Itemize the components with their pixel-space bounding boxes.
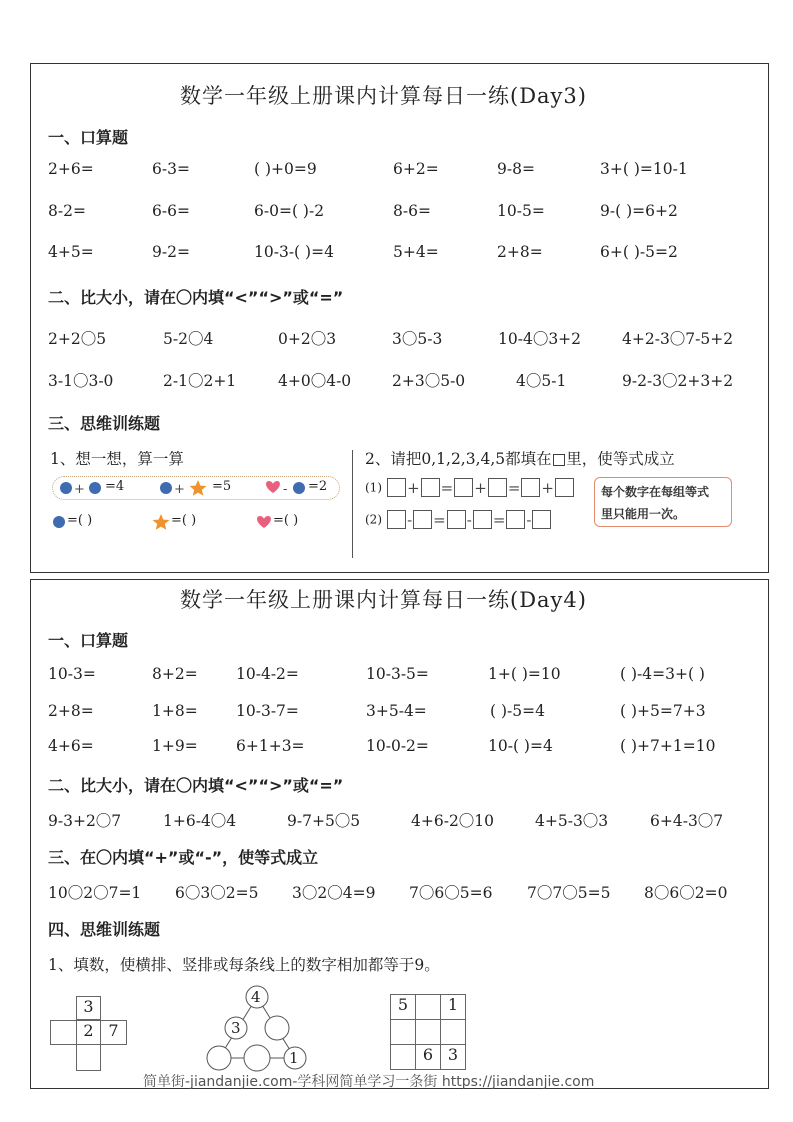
hint-note <box>594 477 732 527</box>
pink-heart-icon <box>257 516 271 528</box>
blank-box[interactable] <box>387 478 406 497</box>
think2-label: 2、请把0,1,2,3,4,5都填在□里，使等式成立 <box>365 450 675 468</box>
blue-circle-icon <box>89 482 101 494</box>
oral-item: 1+8= <box>152 702 198 720</box>
orange-star-icon <box>190 480 207 496</box>
compare-item: 2+3〇5-0 <box>392 372 466 390</box>
triangle-label-mid-left: 3 <box>231 1019 241 1037</box>
oral-item: ( )+5=7+3 <box>620 702 706 720</box>
compare-item: 5-2〇4 <box>163 330 214 348</box>
oral-item: 8-2= <box>48 202 86 220</box>
equation-row-2: (2) - = - = - <box>365 509 551 529</box>
grid-cell[interactable]: 6 <box>415 1044 441 1070</box>
day4-section-compare: 二、比大小，请在〇内填“<”“>”或“=” <box>48 776 344 795</box>
compare-item: 10-4〇3+2 <box>498 330 582 348</box>
blank-box[interactable] <box>532 510 551 529</box>
compare-item: 1+6-4〇4 <box>163 812 237 830</box>
compare-item: 9-7+5〇5 <box>287 812 361 830</box>
oral-item: 6-3= <box>152 160 190 178</box>
grid-cell[interactable] <box>390 1019 416 1045</box>
think1-label: 1、想一想，算一算 <box>50 450 184 468</box>
blank-box[interactable] <box>454 478 473 497</box>
day3-section-oral: 一、口算题 <box>48 128 129 147</box>
grid-cell[interactable] <box>440 1019 466 1045</box>
eq-result-1: =4 <box>105 479 125 494</box>
compare-item: 6+4-3〇7 <box>650 812 724 830</box>
oral-item: 9-2= <box>152 243 190 261</box>
oral-item: 6+( )-5=2 <box>600 243 678 261</box>
oral-item: 10-5= <box>497 202 545 220</box>
oral-item: 1+( )=10 <box>488 665 561 683</box>
fill-item: 6〇3〇2=5 <box>175 884 259 902</box>
fill-item: 8〇6〇2=0 <box>644 884 728 902</box>
triangle-label-bottom-right: 1 <box>289 1049 299 1067</box>
oral-item: 10-4-2= <box>236 665 299 683</box>
compare-item: 4+5-3〇3 <box>535 812 609 830</box>
oral-item: ( )+7+1=10 <box>620 737 716 755</box>
think1-shapes <box>52 476 352 531</box>
blank-box[interactable] <box>447 510 466 529</box>
compare-item: 4+6-2〇10 <box>411 812 495 830</box>
blue-circle-icon <box>160 482 172 494</box>
compare-item: 9-3+2〇7 <box>48 812 122 830</box>
answer-blank-circle[interactable]: =( ) <box>67 513 93 528</box>
oral-item: 10-3-7= <box>236 702 299 720</box>
triangle-node-bottom-mid[interactable] <box>244 1045 270 1071</box>
oral-item: 8+2= <box>152 665 198 683</box>
fill-item: 10〇2〇7=1 <box>48 884 142 902</box>
oral-item: 10-3-( )=4 <box>254 243 334 261</box>
compare-item: 2+2〇5 <box>48 330 107 348</box>
cross-cell-center[interactable]: 2 <box>76 1020 101 1045</box>
day4-section-thinking: 四、思维训练题 <box>48 920 161 939</box>
oral-item: 5+4= <box>393 243 439 261</box>
compare-item: 9-2-3〇2+3+2 <box>622 372 734 390</box>
hint-line-2: 里只能用一次。 <box>601 507 686 521</box>
answer-blank-heart[interactable]: =( ) <box>273 513 299 528</box>
oral-item: 10-3-5= <box>366 665 429 683</box>
puzzle-instruction: 1、填数，使横排、竖排或每条线上的数字相加都等于9。 <box>48 956 440 974</box>
day4-title: 数学一年级上册课内计算每日一练(Day4) <box>180 588 587 612</box>
blue-circle-icon <box>293 482 305 494</box>
oral-item: 2+6= <box>48 160 94 178</box>
grid-cell[interactable] <box>390 1044 416 1070</box>
blue-circle-icon <box>53 516 65 528</box>
oral-item: 6-6= <box>152 202 190 220</box>
oral-item: 6-0=( )-2 <box>254 202 325 220</box>
compare-item: 4+2-3〇7-5+2 <box>622 330 734 348</box>
fill-item: 7〇7〇5=5 <box>527 884 611 902</box>
oral-item: 9-8= <box>497 160 535 178</box>
compare-item: 0+2〇3 <box>278 330 337 348</box>
cross-cell-top[interactable]: 3 <box>76 996 101 1020</box>
blue-circle-icon <box>60 482 72 494</box>
cross-cell-right[interactable]: 7 <box>100 1020 127 1045</box>
grid-cell[interactable]: 5 <box>390 994 416 1020</box>
day3-title: 数学一年级上册课内计算每日一练(Day3) <box>180 84 587 108</box>
oral-item: 2+8= <box>497 243 543 261</box>
triangle-node-bottom-left[interactable] <box>207 1046 231 1070</box>
oral-item: 8-6= <box>393 202 431 220</box>
day4-section-fill: 三、在〇内填“+”或“-”，使等式成立 <box>48 848 319 867</box>
svg-text:+: + <box>174 482 185 497</box>
oral-item: 3+( )=10-1 <box>600 160 688 178</box>
oral-item: 10-3= <box>48 665 96 683</box>
oral-item: 2+8= <box>48 702 94 720</box>
cross-cell-bottom[interactable] <box>76 1044 101 1071</box>
grid-cell[interactable] <box>415 994 441 1020</box>
fill-item: 3〇2〇4=9 <box>292 884 376 902</box>
oral-item: 4+5= <box>48 243 94 261</box>
compare-item: 4+0〇4-0 <box>278 372 352 390</box>
blank-box[interactable] <box>421 478 440 497</box>
cross-cell-left[interactable] <box>50 1020 77 1045</box>
footer-watermark: 简单街-jiandanjie.com-学科网简单学习一条街 https://jiandanjie.com <box>143 1074 595 1090</box>
day4-section-oral: 一、口算题 <box>48 631 129 650</box>
blank-box[interactable] <box>473 510 492 529</box>
compare-item: 3〇5-3 <box>392 330 443 348</box>
triangle-label-top: 4 <box>251 988 261 1006</box>
row2-label: (2) <box>365 512 382 527</box>
oral-item: 10-0-2= <box>366 737 429 755</box>
oral-item: 6+1+3= <box>236 737 305 755</box>
oral-item: 10-( )=4 <box>488 737 553 755</box>
grid-cell[interactable]: 3 <box>440 1044 466 1070</box>
triangle-node-mid-right[interactable] <box>265 1016 289 1040</box>
oral-item: ( )+0=9 <box>254 160 317 178</box>
pink-heart-icon <box>266 481 280 493</box>
answer-blank-star[interactable]: =( ) <box>171 513 197 528</box>
grid-cell[interactable] <box>415 1019 441 1045</box>
blank-box[interactable] <box>555 478 574 497</box>
oral-item: 3+5-4= <box>366 702 427 720</box>
eq-result-2: =5 <box>212 479 232 494</box>
blank-box[interactable] <box>521 478 540 497</box>
day3-divider <box>352 450 353 558</box>
row1-label: (1) <box>365 480 382 495</box>
blank-box[interactable] <box>488 478 507 497</box>
eq-result-3: =2 <box>308 479 328 494</box>
grid-cell[interactable]: 1 <box>440 994 466 1020</box>
blank-box[interactable] <box>413 510 432 529</box>
compare-item: 4〇5-1 <box>516 372 567 390</box>
oral-item: 9-( )=6+2 <box>600 202 678 220</box>
svg-text:-: - <box>283 482 288 497</box>
hint-line-1: 每个数字在每组等式 <box>601 485 710 499</box>
oral-item: ( )-4=3+( ) <box>620 665 705 683</box>
compare-item: 2-1〇2+1 <box>163 372 237 390</box>
oral-item: 6+2= <box>393 160 439 178</box>
day3-section-compare: 二、比大小，请在〇内填“<”“>”或“=” <box>48 288 344 307</box>
oral-item: ( )-5=4 <box>490 702 545 720</box>
fill-item: 7〇6〇5=6 <box>409 884 493 902</box>
orange-star-icon <box>153 514 170 530</box>
oral-item: 1+9= <box>152 737 198 755</box>
compare-item: 3-1〇3-0 <box>48 372 114 390</box>
blank-box[interactable] <box>506 510 525 529</box>
blank-box[interactable] <box>387 510 406 529</box>
oral-item: 4+6= <box>48 737 94 755</box>
day3-section-thinking: 三、思维训练题 <box>48 414 161 433</box>
svg-text:+: + <box>74 482 85 497</box>
equation-row-1: (1) + = + = + <box>365 477 574 497</box>
